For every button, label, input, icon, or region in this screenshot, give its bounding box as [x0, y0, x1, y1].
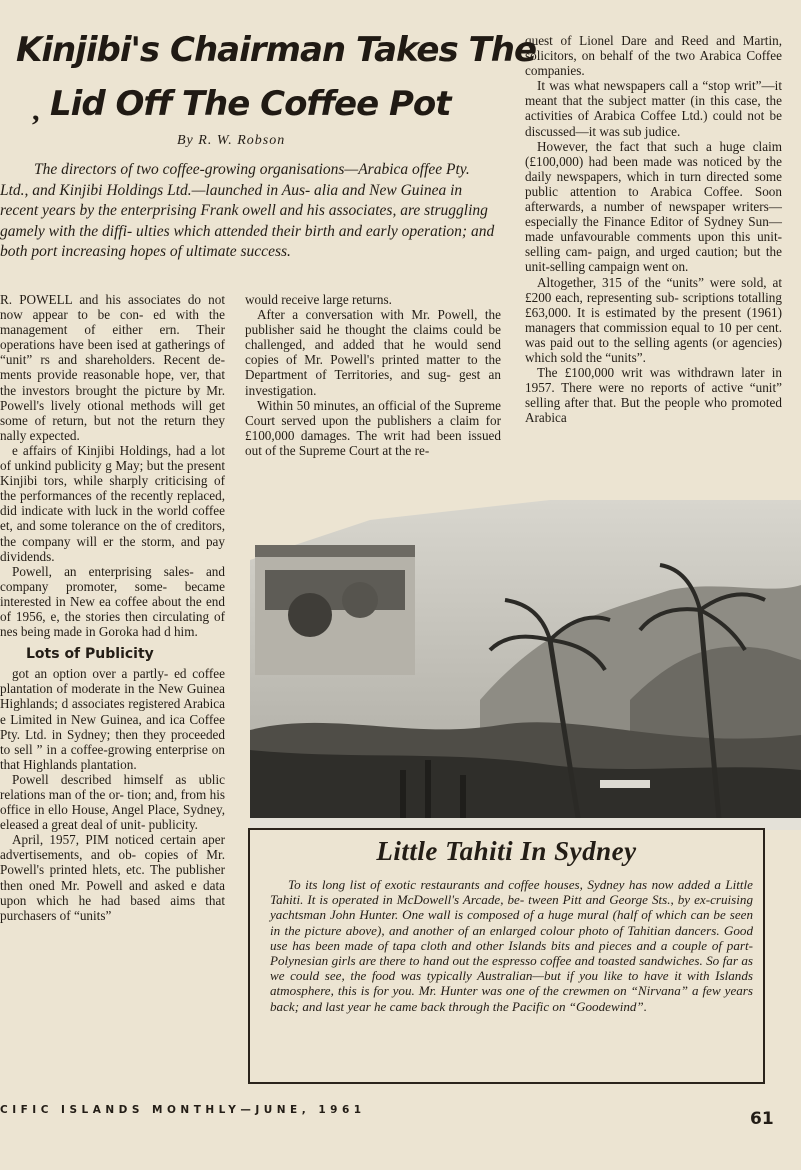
mural-photo [250, 500, 801, 830]
article-title-line-1: Kinjibi's Chairman Takes The [16, 30, 537, 70]
column-3-paragraph: However, the fact that such a huge claim (£100,000) had been made was noticed by the daily newspapers, which in turn directed some public attention to Arabica Coffee. Soon afterwards, a number of newspaper writers—especially the Finance Editor of Sydney Sun—made unfavourable comments upon this unit-selling cam- paign, and urged caution; but the unit-selling campaign went on. [525, 138, 782, 275]
column-1-paragraph: got an option over a partly- ed coffee plantation of moderate in the New Guinea Highlands; d associates registered Arabica e Limited in New Guinea, and ica Coffee Pty. Ltd. in Sydney; then they proceeded to sell ” in a coffee-growing enterprise on that Highlands plantation. [0, 666, 225, 772]
column-3 [525, 33, 782, 425]
article-intro: The directors of two coffee-growing organisations—Arabica offee Pty. Ltd., and Kinjibi Holdings Ltd.—launched in Aus- alia and New Guinea in recent years by the enterprising Frank owell and his associates, are struggling gamely with the diffi- ulties which attended their birth and early operation; and both port increasing hopes of ultimate success. [0, 161, 495, 260]
column-2-paragraph: would receive large returns. [245, 292, 392, 307]
subhead-lots-of-publicity: Lots of Publicity [26, 646, 154, 663]
article-title-line-2: Lid Off The Coffee Pot [50, 84, 451, 124]
column-1-paragraph: April, 1957, PIM noticed certain aper advertisements, and ob- copies of Mr. Powell's printed hlets, etc. The publisher then oned Mr. Powell and asked e data upon which he had based aims that purchasers of “units” [0, 832, 225, 923]
title-mark: , [32, 94, 40, 127]
column-1 [0, 292, 225, 923]
mural-photo-image [250, 500, 801, 830]
column-3-paragraph: quest of Lionel Dare and Reed and Martin, solicitors, on behalf of the two Arabica Coffee companies. [525, 33, 782, 79]
little-tahiti-box [248, 828, 765, 1084]
column-2-paragraph: Within 50 minutes, an official of the Supreme Court served upon the publishers a claim for £100,000 damages. The writ had been issued out of the Supreme Court at the re- [245, 397, 501, 458]
footer-masthead: CIFIC ISLANDS MONTHLY—JUNE, 1961 [0, 1104, 366, 1116]
column-1-paragraph: R. POWELL and his associates do not now appear to be con- ed with the management of either ern. Their operations have been ised at gatherings of “unit” rs and shareholders. Recent de- ments provide reasonable hope, ver, that the investors brought the picture by Mr. Powell's lively otional methods will get some of return, but not the return they nally expected. [0, 292, 225, 443]
column-1-paragraph: e affairs of Kinjibi Holdings, had a lot of unkind publicity g May; but the present Kinjibi tors, while sharply criticising of the performances of the recently replaced, did indicate with luck in the world coffee et, and some tolerance on the of creditors, the company will er the storm, and pay dividends. [0, 442, 225, 564]
box-text: To its long list of exotic restaurants and coffee houses, Sydney has now added a Little Tahiti. It is operated in McDowell's Arcade, be- tween Pitt and George Sts., by ex-cruising yachtsman John Hunter. One wall is composed of a huge mural (half of which can be seen in the picture above), and another of an enlarged colour photo of Tahitian dancers. Good use has been made of tapa cloth and other Islands bits and pieces and a couple of part-Polynesian girls are there to hand out the espresso coffee and toasted sandwiches. So far as we could see, the food was typically Australian—but if you like to have it with Islands atmosphere, this is for you. Mr. Hunter was one of the crewmen on “Nirvana” a few years back; and last year he came back through the Pacific on “Goodewind”. [270, 877, 753, 1014]
column-2 [245, 292, 501, 458]
page-number: 61 [750, 1109, 774, 1129]
column-2-paragraph: After a conversation with Mr. Powell, the publisher said he thought the claims could be challenged, and added that he would send copies of Mr. Powell's printed matter to the Department of Territories, and sug- gest an investigation. [245, 307, 501, 398]
column-1-paragraph: Powell, an enterprising sales- and company promoter, some- became interested in New ea coffee about the end of 1956, e, the stories then circulating of nes being made in Goroka had d him. [0, 563, 225, 640]
column-3-paragraph: Altogether, 315 of the “units” were sold, at £200 each, representing sub- scriptions totalling £63,000. It is estimated by the present (1961) managers that commission equal to 10 per cent. was paid out to the selling agents (or agencies) which sold the “units”. [525, 274, 782, 365]
column-3-paragraph: The £100,000 writ was withdrawn later in 1957. There were no reports of active “unit” selling after that. But the people who promoted Arabica [525, 365, 782, 426]
column-1-paragraph: Powell described himself as ublic relations man of the or- tion; and, from his office in ello House, Angel Place, Sydney, eleased a great deal of unit- publicity. [0, 771, 225, 833]
column-3-paragraph: It was what newspapers call a “stop writ”—it meant that the subject matter (in this case, the activities of Arabica Coffee Ltd.) could not be discussed—it was sub judice. [525, 78, 782, 139]
byline: By R. W. Robson [177, 133, 286, 148]
box-title: Little Tahiti In Sydney [376, 836, 637, 866]
